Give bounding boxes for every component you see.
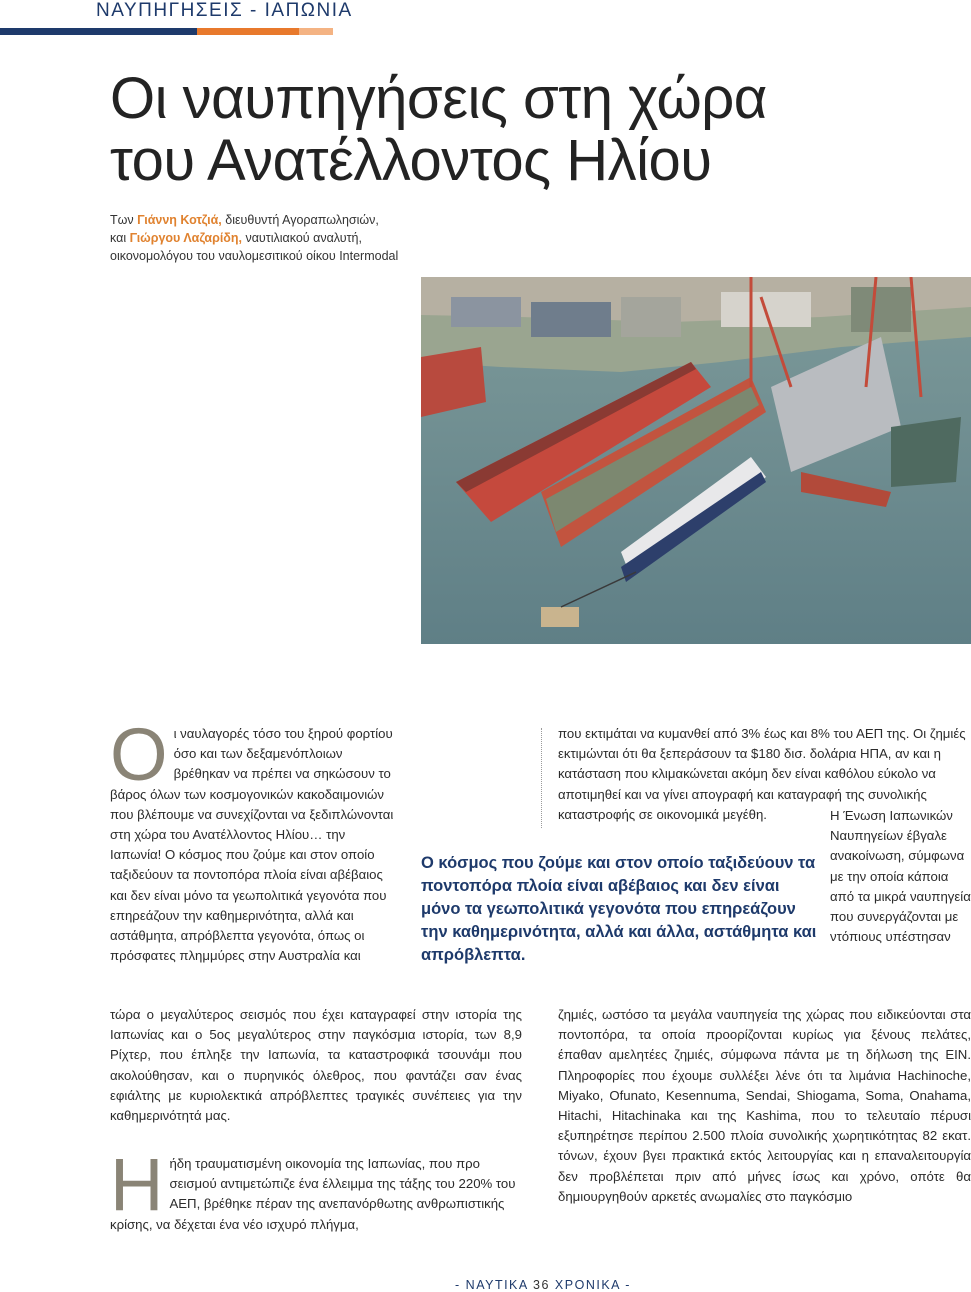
right-column-bottom: ζημιές, ωστόσο τα μεγάλα ναυπηγεία της χώρας που ειδικεύονται στα ποντοπόρα, τα οποία προορίζονται κυρίως για ξένους πελάτες, έπαθαν αμελητέες ζημιές, σύμφωνα πάντα με τη δήλωση της ΕΙΝ. Πληροφορίες που έχουμε συλλέξει λένε ότι τα λιμάνια Hachinoche, Miyako, Ofunato, Kesennuma, Sendai, Shiogama, Soma, Onahama, Hitachi, Hitachinaka και της Kashima, που το τελευταίο πέρυσι εξυπηρέτησε περίπου 2.500 πλοία συνολικής χωρητικότητας 82 εκατ. τόνων, έχουν βγει πρακτικά εκτός λειτουργίας και η επαναλειτουργία δεν προβλέπεται πριν από μήνες ίσως και χρόνο, οπότε θα δημιουργηθούν αρκετές ανωμαλίες στο παγκόσμιο: [558, 1007, 971, 1204]
header-bar-peach: [299, 28, 333, 35]
page-footer: [0, 1278, 971, 1292]
intro-continuation: τώρα ο μεγαλύτερος σεισμός που έχει καταγραφεί στην ιστορία της Ιαπωνίας και ο 5ος μεγαλύτερος στην παγκόσμια ιστορία, των 8,9 Ρίχτερ, που έπληξε την Ιαπωνία, τα καταστροφικά τσουνάμι που ακολούθησαν, και ο πυρηνικός όλεθρος, που φαντάζει σαν ένας εφιάλτης με κυριολεκτικά απρόβλεπτες τραγικές συνέπειες για την καθημερινότητά μας.: [110, 1007, 522, 1124]
header-bar-navy: [0, 28, 197, 35]
footer-right: ΧΡΟΝΙΚΑ -: [554, 1278, 631, 1292]
intro-text: ι ναυλαγορές τόσο του ξηρού φορτίου όσο και των δεξαμενόπλοιων βρέθηκαν να πρέπει να σηκώσουν το βάρος όλων των κοσμογονικών κακοδαιμονιών που βλέπουμε να συνεχίζονται να ξεδιπλώνονται στη χώρα του Ανατέλλοντος Ηλίου… την Ιαπωνία! Ο κόσμος που ζούμε και στον οποίο ταξιδεύουν τα ποντοπόρα πλοία είναι αβέβαιος και δεν είναι μόνο τα γεωπολιτικά γεγονότα που επηρεάζουν την καθημερινότητα, αλλά και αστάθμητα, απρόβλεπτα γεγονότα, όπως οι πρόσφατες πλημμύρες στην Αυστραλία και: [110, 726, 394, 964]
second-paragraph: [110, 1143, 522, 1235]
shipyard-illustration: [421, 277, 971, 644]
header-bar-orange: [197, 28, 299, 35]
drop-cap-h: Η: [110, 1143, 164, 1226]
shipyard-photo: [421, 277, 971, 644]
author-1: Γιάννη Κοτζιά,: [137, 213, 222, 227]
drop-cap-o: Ο: [110, 713, 168, 796]
byline: [110, 211, 490, 265]
byline-pre-2: και: [110, 231, 130, 245]
author-2: Γιώργου Λαζαρίδη,: [129, 231, 242, 245]
byline-role-1: διευθυντή Αγοραπωλησιών,: [221, 213, 379, 227]
page-number: 36: [533, 1278, 550, 1292]
byline-pre-1: Των: [110, 213, 138, 227]
right-column-narrow: Η Ένωση Ιαπωνικών Ναυπηγείων έβγαλε ανακοίνωση, σύμφωνα με την οποία κάποια από τα μικρά ναυπηγεία που συνεργάζονται με ντόπιους υπέστησαν: [830, 808, 971, 945]
byline-line-3: οικονομολόγου του ναυλομεσιτικού οίκου Intermodal: [110, 249, 399, 263]
title-line-2: του Ανατέλλοντος Ηλίου: [110, 128, 712, 193]
article-title: [110, 68, 870, 192]
title-line-1: Οι ναυπηγήσεις στη χώρα: [110, 66, 767, 131]
section-label: ΝΑΥΠΗΓΗΣΕΙΣ - ΙΑΠΩΝΙΑ: [96, 0, 353, 21]
footer-left: - ΝΑΥΤΙΚΑ: [455, 1278, 529, 1292]
byline-role-2: ναυτιλιακού αναλυτή,: [241, 231, 362, 245]
column-divider: [541, 728, 542, 828]
right-column-top: που εκτιμάται να κυμανθεί από 3% έως και 8% του ΑΕΠ της. Οι ζημιές εκτιμώνται ότι θα ξεπεράσουν τα $180 δισ. δολάρια ΗΠΑ, αν και η κατάσταση που κλιμακώνεται ακόμη δεν είναι καθόλου εύκολο να αποτιμηθεί και να γίνει απογραφή και καταγραφή της συνολικής καταστροφής σε οικονομικά μεγέθη.: [558, 726, 966, 822]
second-paragraph-text: ήδη τραυματισμένη οικονομία της Ιαπωνίας, που προ σεισμού αντιμετώπιζε ένα έλλειμμα της τάξης του 220% του ΑΕΠ, βρέθηκε πέραν της ανεπανόρθωτης ανθρωπιστικής κρίσης, να δέχεται ένα νέο ισχυρό πλήγμα,: [110, 1156, 516, 1232]
intro-paragraph: [110, 713, 400, 966]
pull-quote: Ο κόσμος που ζούμε και στον οποίο ταξιδεύουν τα ποντοπόρα πλοία είναι αβέβαιος και δεν είναι μόνο τα γεωπολιτικά γεγονότα που επηρεάζουν την καθημερινότητα, αλλά και άλλα, αστάθμητα και απρόβλεπτα.: [421, 854, 817, 964]
